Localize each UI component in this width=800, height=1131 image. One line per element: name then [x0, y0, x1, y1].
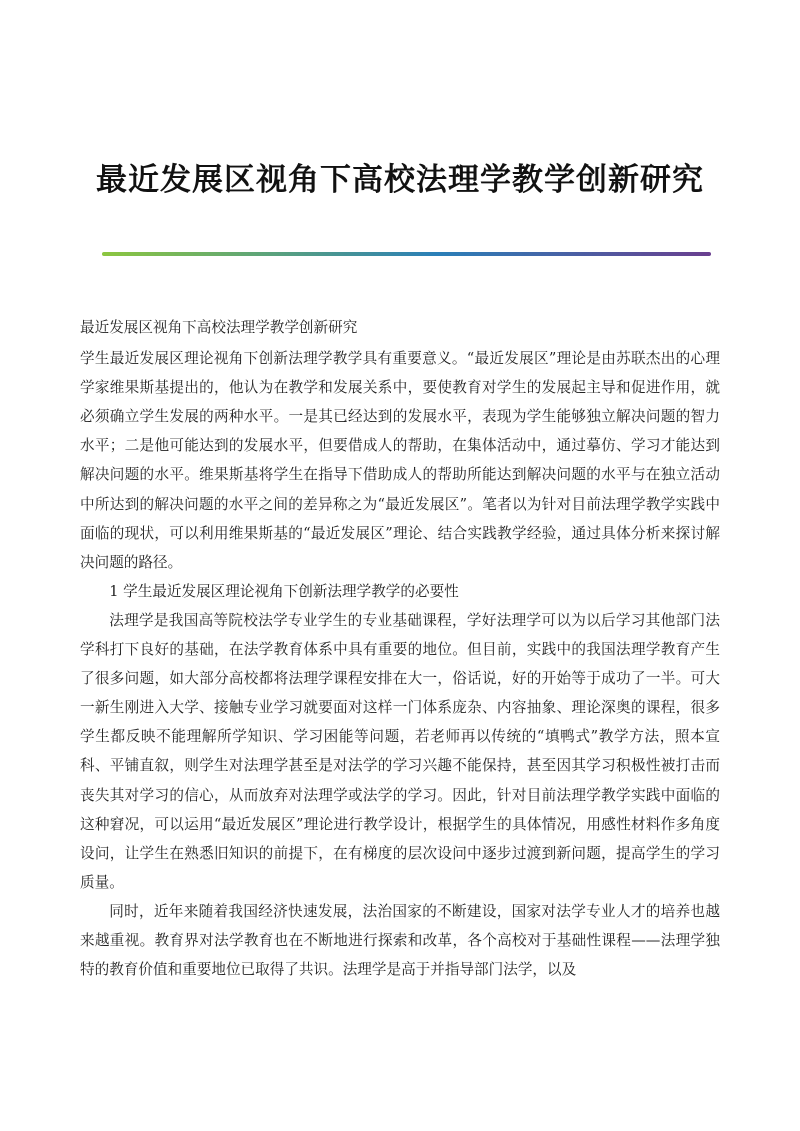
body-paragraph-intro: 学生最近发展区理论视角下创新法理学教学具有重要意义。“最近发展区”理论是由苏联杰出的心理学家维果斯基提出的，他认为在教学和发展关系中，要使教育对学生的发展起主导和促进作用，就必须确立学生发展的两种水平。一是其已经达到的发展水平，表现为学生能够独立解决问题的智力水平；二是他可能达到的发展水平，但要借成人的帮助，在集体活动中，通过摹仿、学习才能达到解决问题的水平。维果斯基将学生在指导下借助成人的帮助所能达到解决问题的水平与在独立活动中所达到的解决问题的水平之间的差异称之为“最近发展区”。笔者以为针对目前法理学教学实践中面临的现状，可以利用维果斯基的“最近发展区”理论、结合实践教学经验，通过具体分析来探讨解决问题的路径。 [80, 350, 720, 571]
body-paragraph: 法理学是我国高等院校法学专业学生的专业基础课程，学好法理学可以为以后学习其他部门法学科打下良好的基础，在法学教育体系中具有重要的地位。但目前，实践中的我国法理学教育产生了很多问题，如大部分高校都将法理学课程安排在大一，俗话说，好的开始等于成功了一半。可大一新生刚进入大学、接触专业学习就要面对这样一门体系庞杂、内容抽象、理论深奥的课程，很多学生都反映不能理解所学知识、学习困能等问题，若老师再以传统的“填鸭式”教学方法，照本宣科、平铺直叙，则学生对法理学甚至是对法学的学习兴趣不能保持，甚至因其学习积极性被打击而丧失其对学习的信心，从而放弃对法理学或法学的学习。因此，针对目前法理学教学实践中面临的这种窘况，可以运用“最近发展区”理论进行教学设计，根据学生的具体情况，用感性材料作多角度设问，让学生在熟悉旧知识的前提下，在有梯度的层次设问中逐步过渡到新问题，提高学生的学习质量。 [80, 611, 720, 891]
section-heading: 1 学生最近发展区理论视角下创新法理学教学的必要性 [109, 582, 459, 600]
body-paragraph: 同时，近年来随着我国经济快速发展，法治国家的不断建设，国家对法学专业人才的培养也越来越重视。教育界对法学教育也在不断地进行探索和改革，各个高校对于基础性课程——法理学独特的教育价值和重要地位已取得了共识。法理学是高于并指导部门法学，以及 [80, 902, 720, 979]
document-body [80, 313, 720, 984]
title-divider [102, 252, 711, 256]
document-title: 最近发展区视角下高校法理学教学创新研究 [96, 162, 704, 198]
document-subtitle: 最近发展区视角下高校法理学教学创新研究 [80, 319, 358, 336]
